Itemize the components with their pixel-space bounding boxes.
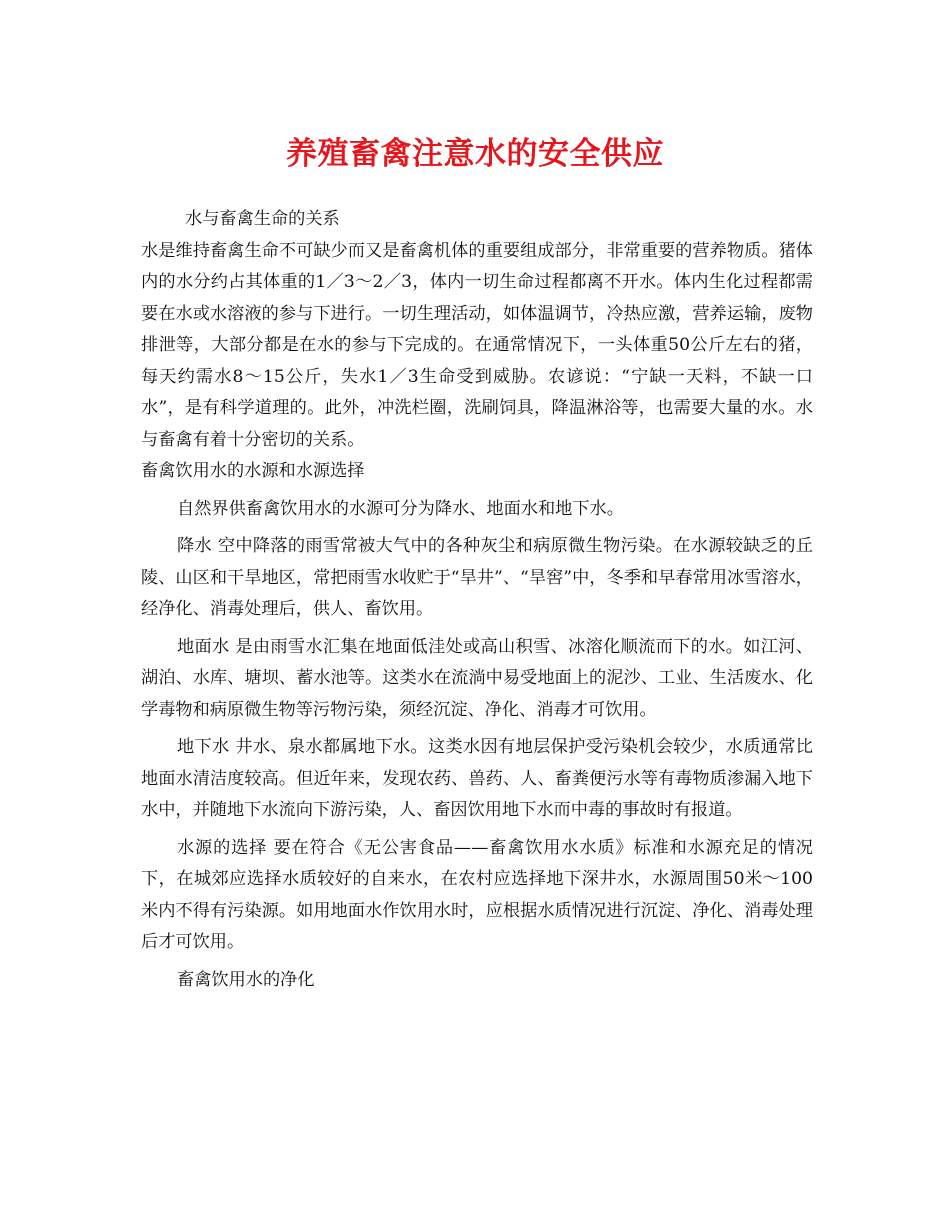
document-title: 养殖畜禽注意水的安全供应 <box>286 136 664 172</box>
section-heading-water-purification: 畜禽饮用水的净化 <box>177 969 315 990</box>
paragraph-groundwater: 地下水 井水、泉水都属地下水。这类水因有地层保护受污染机会较少，水质通常比地面水清洁度较高。但近年来，发现农药、兽药、人、畜粪便污水等有毒物质渗漏入地下水中，并随地下水流向下游污染，人、畜因饮用地下水而中毒的事故时有报道。 <box>141 737 813 820</box>
paragraph-precipitation: 降水 空中降落的雨雪常被大气中的各种灰尘和病原微生物污染。在水源较缺乏的丘陵、山区和干旱地区，常把雨雪水收贮于“旱井”、“旱窖”中，冬季和早春常用冰雪溶水，经净化、消毒处理后，供人、畜饮用。 <box>141 536 813 619</box>
paragraph-source-selection: 水源的选择 要在符合《无公害食品——畜禽饮用水水质》标准和水源充足的情况下，在城郊应选择水质较好的自来水，在农村应选择地下深井水，水源周围50米～100米内不得有污染源。如用地面水作饮用水时，应根据水质情况进行沉淀、净化、消毒处理后才可饮用。 <box>141 837 813 952</box>
paragraph-water-importance: 水是维持畜禽生命不可缺少而又是畜禽机体的重要组成部分，非常重要的营养物质。猪体内的水分约占其体重的1／3～2／3，体内一切生命过程都离不开水。体内生化过程都需要在水或水溶液的参与下进行。一切生理活动，如体温调节，冷热应激，营养运输，废物排泄等，大部分都是在水的参与下完成的。在通常情况下，一头体重50公斤左右的猪，每天约需水8～15公斤，失水1／3生命受到威胁。农谚说：“宁缺一天料，不缺一口水”，是有科学道理的。此外，冲洗栏圈，洗刷饲具，降温淋浴等，也需要大量的水。水与畜禽有着十分密切的关系。 <box>141 240 813 450</box>
document-body <box>141 204 813 996</box>
section-heading-water-sources: 畜禽饮用水的水源和水源选择 <box>141 461 365 481</box>
paragraph-source-types: 自然界供畜禽饮用水的水源可分为降水、地面水和地下水。 <box>177 498 624 519</box>
paragraph-surface-water: 地面水 是由雨雪水汇集在地面低洼处或高山积雪、冰溶化顺流而下的水。如江河、湖泊、水库、塘坝、蓄水池等。这类水在流淌中易受地面上的泥沙、工业、生活废水、化学毒物和病原微生物等污物污染，须经沉淀、净化、消毒才可饮用。 <box>141 636 813 720</box>
section-heading-water-and-life: 水与畜禽生命的关系 <box>185 209 340 229</box>
